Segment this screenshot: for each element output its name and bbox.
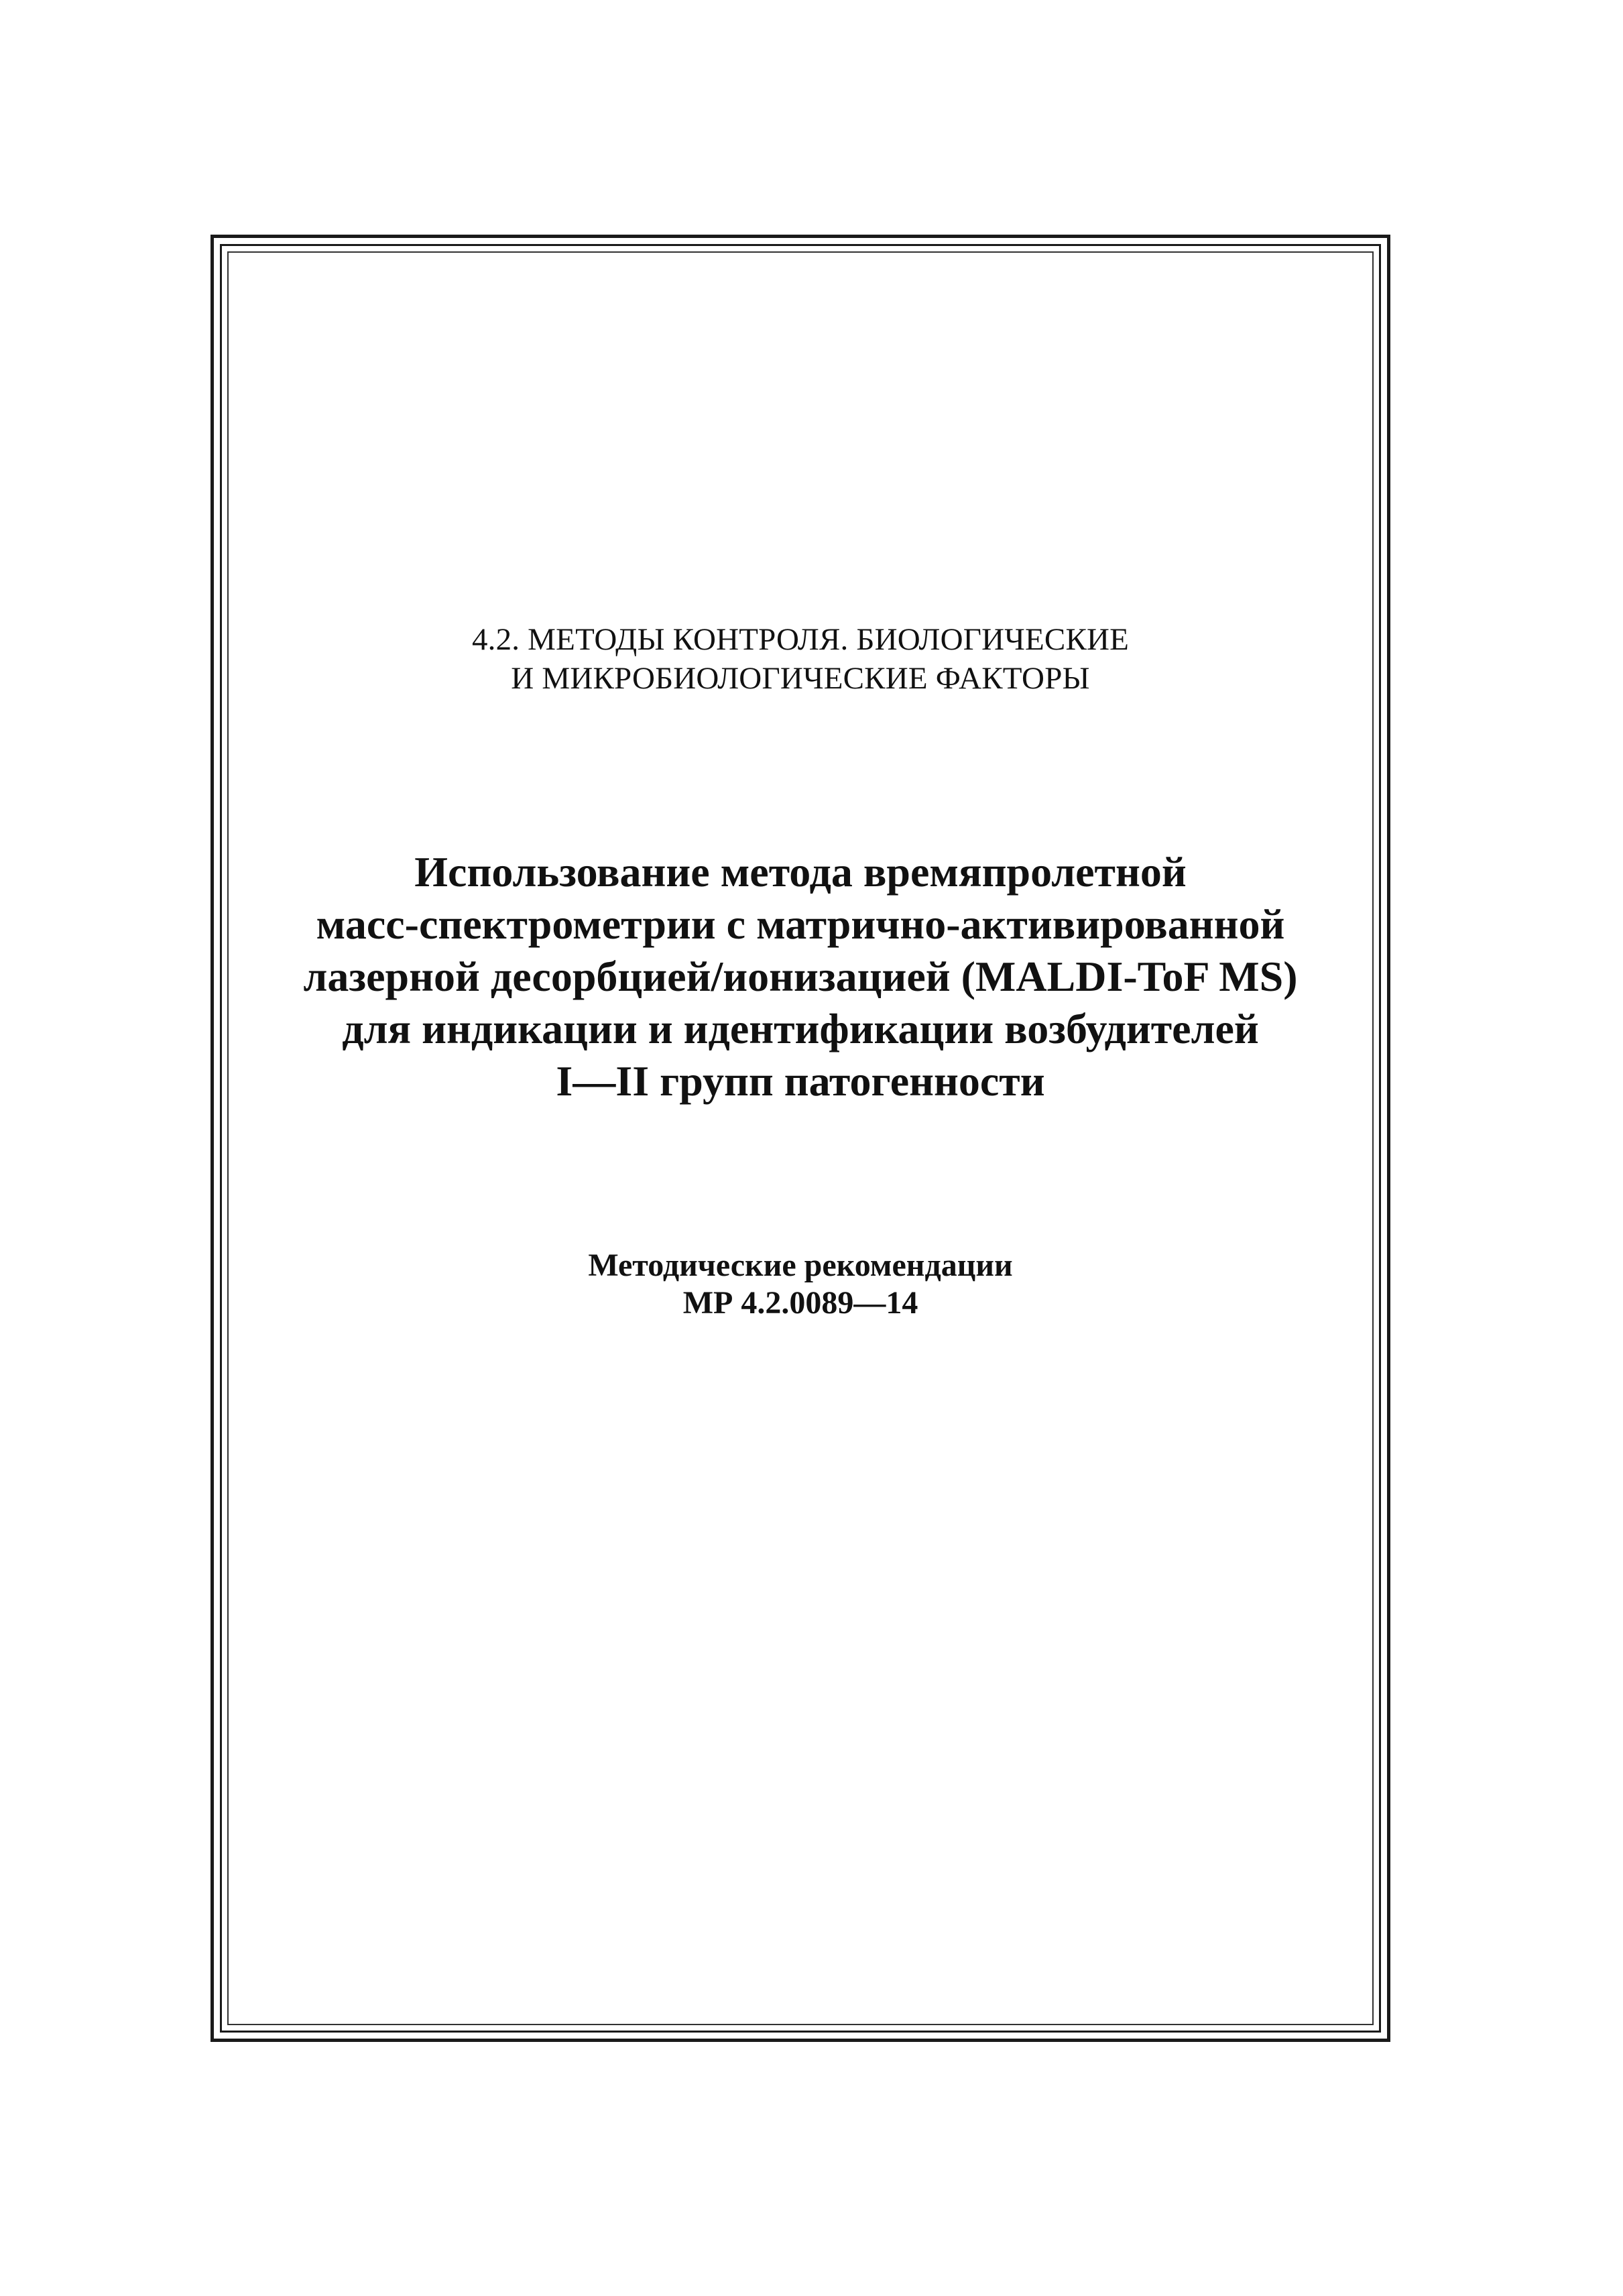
section-heading-line-2: И МИКРОБИОЛОГИЧЕСКИЕ ФАКТОРЫ — [511, 661, 1090, 696]
page-border-frame — [211, 235, 1390, 2042]
document-title-line-5: I—II групп патогенности — [556, 1057, 1045, 1105]
section-heading — [211, 620, 1390, 698]
document-title-line-4: для индикации и идентификации возбудителей — [342, 1005, 1259, 1052]
page-border-inner — [220, 244, 1381, 2033]
document-type-label: Методические рекомендации — [588, 1248, 1013, 1283]
page-border-inner-thin — [227, 251, 1374, 2025]
document-title-line-1: Использование метода времяпролетной — [414, 848, 1187, 896]
section-heading-line-1: 4.2. МЕТОДЫ КОНТРОЛЯ. БИОЛОГИЧЕСКИЕ — [471, 622, 1130, 657]
document-title-line-2: масс-спектрометрии с матрично-активированной — [316, 900, 1285, 948]
document-number: МР 4.2.0089—14 — [682, 1285, 918, 1321]
document-title — [211, 846, 1390, 1107]
document-title-line-3: лазерной десорбцией/ионизацией (MALDI-ToF MS) — [303, 953, 1298, 1000]
document-type-block — [211, 1247, 1390, 1322]
